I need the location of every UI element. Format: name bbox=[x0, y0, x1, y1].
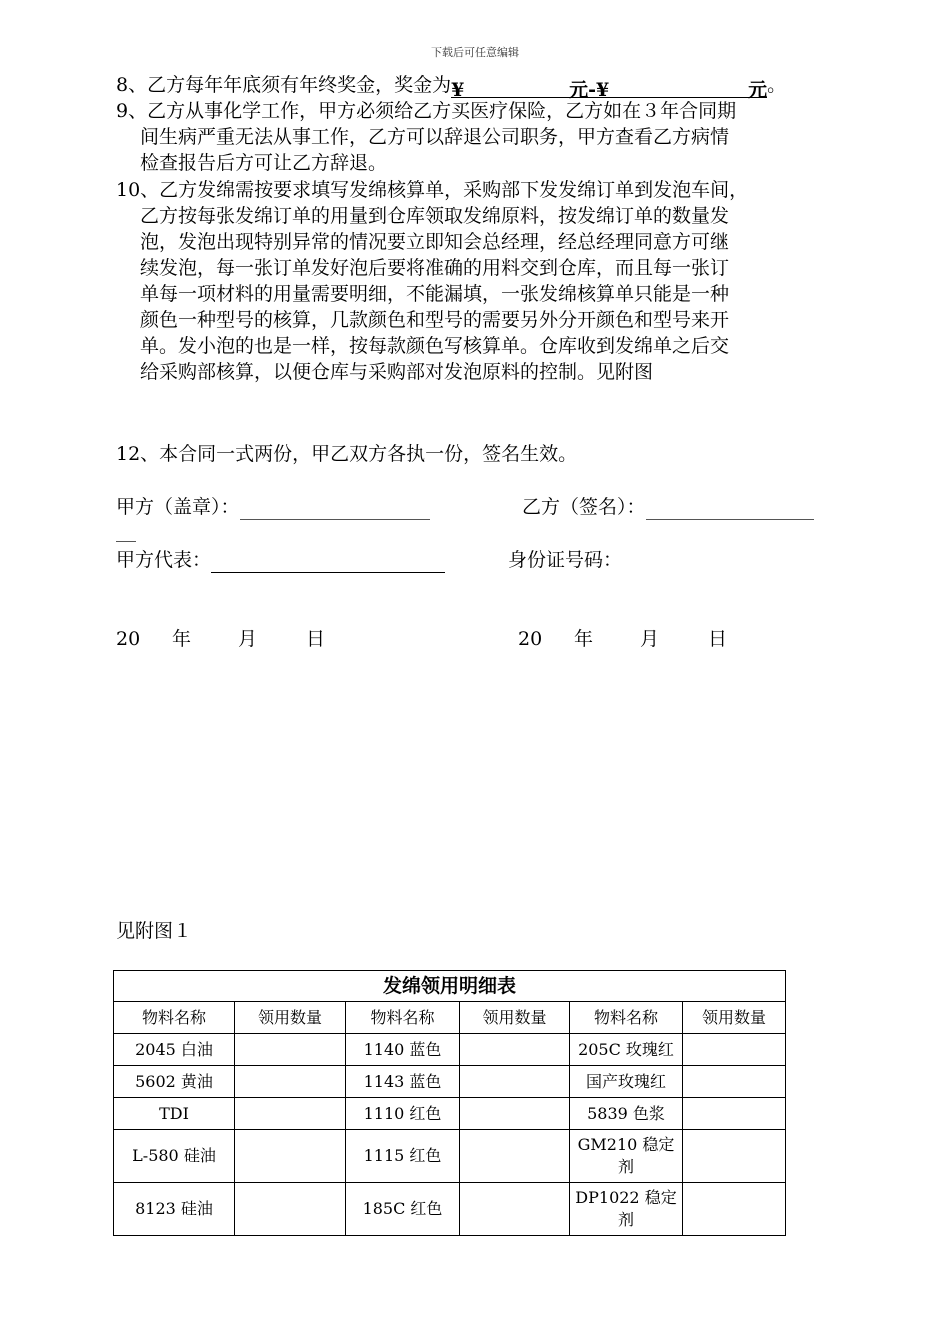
material-name-cell: 8123 硅油 bbox=[114, 1183, 235, 1236]
material-name-cell: 185C 红色 bbox=[346, 1183, 460, 1236]
material-name-cell: DP1022 稳定剂 bbox=[570, 1183, 683, 1236]
page-header: 下载后可任意编辑 bbox=[431, 46, 519, 59]
column-header: 物料名称 bbox=[570, 1002, 683, 1034]
party-a-seal-field[interactable] bbox=[240, 501, 430, 520]
quantity-cell[interactable] bbox=[460, 1183, 570, 1236]
party-a-rep-row bbox=[116, 547, 445, 573]
material-name-cell: 5602 黄油 bbox=[114, 1066, 235, 1098]
clause-9-line-2: 间生病严重无法从事工作，乙方可以辞退公司职务，甲方查看乙方病情 bbox=[140, 126, 730, 148]
date-right-year: 年 bbox=[574, 628, 594, 650]
date-left-year: 年 bbox=[172, 628, 192, 650]
quantity-cell[interactable] bbox=[460, 1098, 570, 1130]
clause-10-line-7: 单。发小泡的也是一样，按每款颜色写核算单。仓库收到发绵单之后交 bbox=[140, 335, 730, 357]
party-b-sign-field[interactable] bbox=[646, 501, 814, 520]
material-name-cell: 205C 玫瑰红 bbox=[570, 1034, 683, 1066]
clause-10-line-6: 颜色一种型号的核算，几款颜色和型号的需要另外分开颜色和型号来开 bbox=[140, 309, 730, 331]
clause-8-mid: 元- bbox=[569, 79, 596, 101]
table-row bbox=[114, 1066, 786, 1098]
date-right bbox=[518, 626, 727, 652]
table-title-row bbox=[114, 971, 786, 1002]
party-a-rep-field[interactable] bbox=[211, 552, 445, 573]
material-name-cell: 5839 色浆 bbox=[570, 1098, 683, 1130]
clause-8-text: 8、乙方每年年底须有年终奖金，奖金为 bbox=[116, 74, 452, 96]
quantity-cell[interactable] bbox=[235, 1034, 346, 1066]
table-row bbox=[114, 1183, 786, 1236]
clause-8-end: 元 bbox=[748, 79, 768, 101]
date-right-year-prefix: 20 bbox=[518, 628, 543, 650]
clause-12: 12、本合同一式两份，甲乙双方各执一份，签名生效。 bbox=[116, 443, 578, 465]
quantity-cell[interactable] bbox=[460, 1130, 570, 1183]
material-name-cell: TDI bbox=[114, 1098, 235, 1130]
quantity-cell[interactable] bbox=[235, 1066, 346, 1098]
currency-symbol: ¥ bbox=[595, 79, 610, 101]
material-name-cell: 1140 蓝色 bbox=[346, 1034, 460, 1066]
quantity-cell[interactable] bbox=[683, 1183, 786, 1236]
column-header: 物料名称 bbox=[346, 1002, 460, 1034]
party-b-sign-row bbox=[522, 494, 814, 520]
date-right-day: 日 bbox=[708, 628, 728, 650]
date-left-year-prefix: 20 bbox=[116, 628, 141, 650]
party-a-rep-label: 甲方代表： bbox=[116, 549, 212, 571]
clause-10-line-1: 10、乙方发绵需按要求填写发绵核算单，采购部下发发绵订单到发泡车间， bbox=[116, 179, 749, 201]
currency-symbol: ¥ bbox=[451, 79, 465, 101]
quantity-cell[interactable] bbox=[683, 1098, 786, 1130]
column-header: 领用数量 bbox=[235, 1002, 346, 1034]
material-name-cell: 1143 蓝色 bbox=[346, 1066, 460, 1098]
bonus-min-field[interactable] bbox=[451, 77, 569, 101]
wrapped-underline bbox=[116, 541, 136, 542]
clause-10-line-8: 给采购部核算，以便仓库与采购部对发泡原料的控制。见附图 bbox=[140, 361, 654, 383]
material-name-cell: 1115 红色 bbox=[346, 1130, 460, 1183]
party-a-seal-label: 甲方（盖章）： bbox=[116, 496, 240, 518]
date-left-month: 月 bbox=[238, 628, 258, 650]
material-name-cell: GM210 稳定剂 bbox=[570, 1130, 683, 1183]
party-b-sign-label: 乙方（签名）： bbox=[522, 496, 646, 518]
id-number-label: 身份证号码： bbox=[508, 549, 623, 571]
table-row bbox=[114, 1130, 786, 1183]
clause-8 bbox=[116, 72, 787, 101]
quantity-cell[interactable] bbox=[683, 1066, 786, 1098]
clause-9-line-1: 9、乙方从事化学工作，甲方必须给乙方买医疗保险，乙方如在３年合同期 bbox=[116, 100, 737, 122]
quantity-cell[interactable] bbox=[683, 1130, 786, 1183]
clause-10-line-3: 泡，发泡出现特别异常的情况要立即知会总经理，经总经理同意方可继 bbox=[140, 231, 730, 253]
date-left bbox=[116, 626, 325, 652]
party-a-seal-row bbox=[116, 494, 430, 520]
clause-9-line-3: 检查报告后方可让乙方辞退。 bbox=[140, 152, 388, 174]
appendix-label: 见附图１ bbox=[116, 920, 193, 942]
clause-10-line-4: 续发泡，每一张订单发好泡后要将准确的用料交到仓库，而且每一张订 bbox=[140, 257, 730, 279]
date-left-day: 日 bbox=[306, 628, 326, 650]
material-name-cell: 国产玫瑰红 bbox=[570, 1066, 683, 1098]
table-header-row bbox=[114, 1002, 786, 1034]
column-header: 物料名称 bbox=[114, 1002, 235, 1034]
quantity-cell[interactable] bbox=[235, 1183, 346, 1236]
quantity-cell[interactable] bbox=[683, 1034, 786, 1066]
material-usage-table bbox=[113, 970, 786, 1236]
material-name-cell: 1110 红色 bbox=[346, 1098, 460, 1130]
quantity-cell[interactable] bbox=[460, 1066, 570, 1098]
quantity-cell[interactable] bbox=[235, 1098, 346, 1130]
table-row bbox=[114, 1098, 786, 1130]
table-row bbox=[114, 1034, 786, 1066]
bonus-range-field[interactable] bbox=[569, 77, 641, 101]
clause-10-line-5: 单每一项材料的用量需要明细，不能漏填，一张发绵核算单只能是一种 bbox=[140, 283, 730, 305]
date-right-month: 月 bbox=[640, 628, 660, 650]
clause-8-period: 。 bbox=[767, 74, 787, 96]
column-header: 领用数量 bbox=[683, 1002, 786, 1034]
clause-10-line-2: 乙方按每张发绵订单的用量到仓库领取发绵原料，按发绵订单的数量发 bbox=[140, 205, 730, 227]
material-name-cell: L-580 硅油 bbox=[114, 1130, 235, 1183]
column-header: 领用数量 bbox=[460, 1002, 570, 1034]
bonus-max-field[interactable] bbox=[641, 77, 768, 101]
quantity-cell[interactable] bbox=[235, 1130, 346, 1183]
material-name-cell: 2045 白油 bbox=[114, 1034, 235, 1066]
table-title: 发绵领用明细表 bbox=[114, 971, 786, 1002]
quantity-cell[interactable] bbox=[460, 1034, 570, 1066]
